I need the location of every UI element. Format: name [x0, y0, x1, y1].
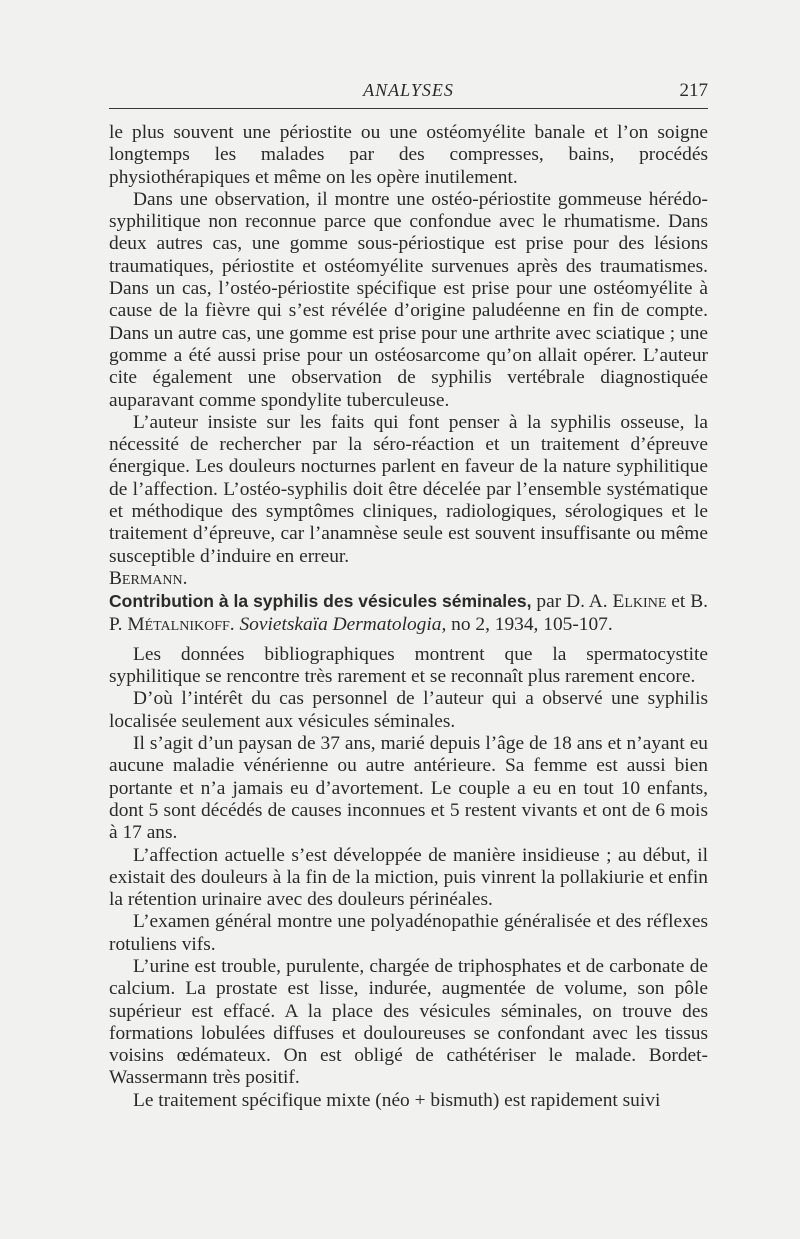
- paragraph: L’urine est trouble, purulente, chargée de triphosphates et de carbonate de calcium. La prostate est lisse, indurée, augmentée de volume, son pôle supérieur est effacé. A la place des vésicules séminales, on trouve des formations lobulées diffuses et douloureuses se confondant avec les tissus voisins œdémateux. On est obligé de cathétériser le malade. Bordet-Wassermann très positif.: [109, 955, 708, 1089]
- author-name: B. P. Métalnikoff.: [109, 591, 708, 635]
- paragraph: Dans une observation, il montre une ostéo-périostite gommeuse hérédo-syphilitique non reconnue parce que confondue avec le rhumatisme. Dans deux autres cas, une gomme sous-périostique est prise pour des lésions traumatiques, périostite et ostéomyélite survenues après des traumatismes. Dans un cas, l’ostéo-périostite spécifique est prise pour une ostéomyélite à cause de la fièvre qui s’est révélée d’origine paludéenne en fin de compte. Dans un autre cas, une gomme est prise pour une arthrite avec sciatique ; une gomme a été aussi prise pour un ostéosarcome qu’on allait opérer. L’auteur cite également une observation de syphilis vertébrale diagnostiquée auparavant comme spondylite tuberculeuse.: [109, 188, 708, 411]
- paragraph: L’examen général montre une polyadénopathie généralisée et des réflexes rotuliens vifs.: [109, 911, 708, 955]
- paragraph: Les données bibliographiques montrent que la spermatocystite syphilitique se rencontre très rarement et se reconnaît plus rarement encore.: [109, 643, 708, 688]
- header-rule: [109, 108, 708, 109]
- article-body: [109, 122, 708, 1112]
- page-number: 217: [679, 80, 708, 101]
- reviewer-signature: Bermann.: [109, 567, 188, 589]
- article-title: Contribution à la syphilis des vésicules séminales,: [109, 591, 532, 612]
- paragraph: L’affection actuelle s’est développée de manière insidieuse ; au début, il existait des douleurs à la fin de la miction, puis vinrent la pollakiurie et enfin la rétention urinaire avec des douleurs périnéales.: [109, 844, 708, 911]
- paragraph: Le traitement spécifique mixte (néo + bismuth) est rapidement suivi: [133, 1089, 661, 1111]
- journal-name: Sovietskaïa Dermatologia,: [234, 613, 447, 635]
- citation-details: no 2, 1934, 105-107.: [446, 613, 613, 635]
- paragraph: D’où l’intérêt du cas personnel de l’auteur qui a observé une syphilis localisée seulement aux vésicules séminales.: [109, 688, 708, 732]
- paragraph: Il s’agit d’un paysan de 37 ans, marié depuis l’âge de 18 ans et n’ayant eu aucune maladie vénérienne ou autre antérieure. Sa femme est aussi bien portante et n’a jamais eu d’avortement. Le couple a eu en tout 10 enfants, dont 5 sont décédés de causes inconnues et 5 restent vivants et ont de 6 mois à 17 ans.: [109, 733, 708, 844]
- and-text: et: [666, 591, 691, 613]
- author-name: D. A. Elkine: [566, 591, 667, 613]
- running-header: [109, 80, 708, 106]
- paragraph: L’auteur insiste sur les faits qui font penser à la syphilis osseuse, la nécessité de rechercher par la séro-réaction et un traitement d’épreuve énergique. Les douleurs nocturnes parlent en faveur de la nature syphilitique de l’affection. L’ostéo-syphilis doit être décelée par l’ensemble systématique et méthodique des symptômes cliniques, radiologiques, sérologiques et le traitement d’épreuve, car l’anamnèse seule est souvent insuffisante ou même susceptible d’induire en erreur.: [109, 411, 708, 567]
- review-entry-heading: [109, 590, 708, 636]
- paragraph-continuation: le plus souvent une périostite ou une ostéomyélite banale et l’on soigne longtemps les malades par des compresses, bains, procédés physiothérapiques et même on les opère inutilement.: [109, 122, 708, 188]
- by-text: par: [531, 591, 567, 613]
- section-title: ANALYSES: [363, 80, 454, 100]
